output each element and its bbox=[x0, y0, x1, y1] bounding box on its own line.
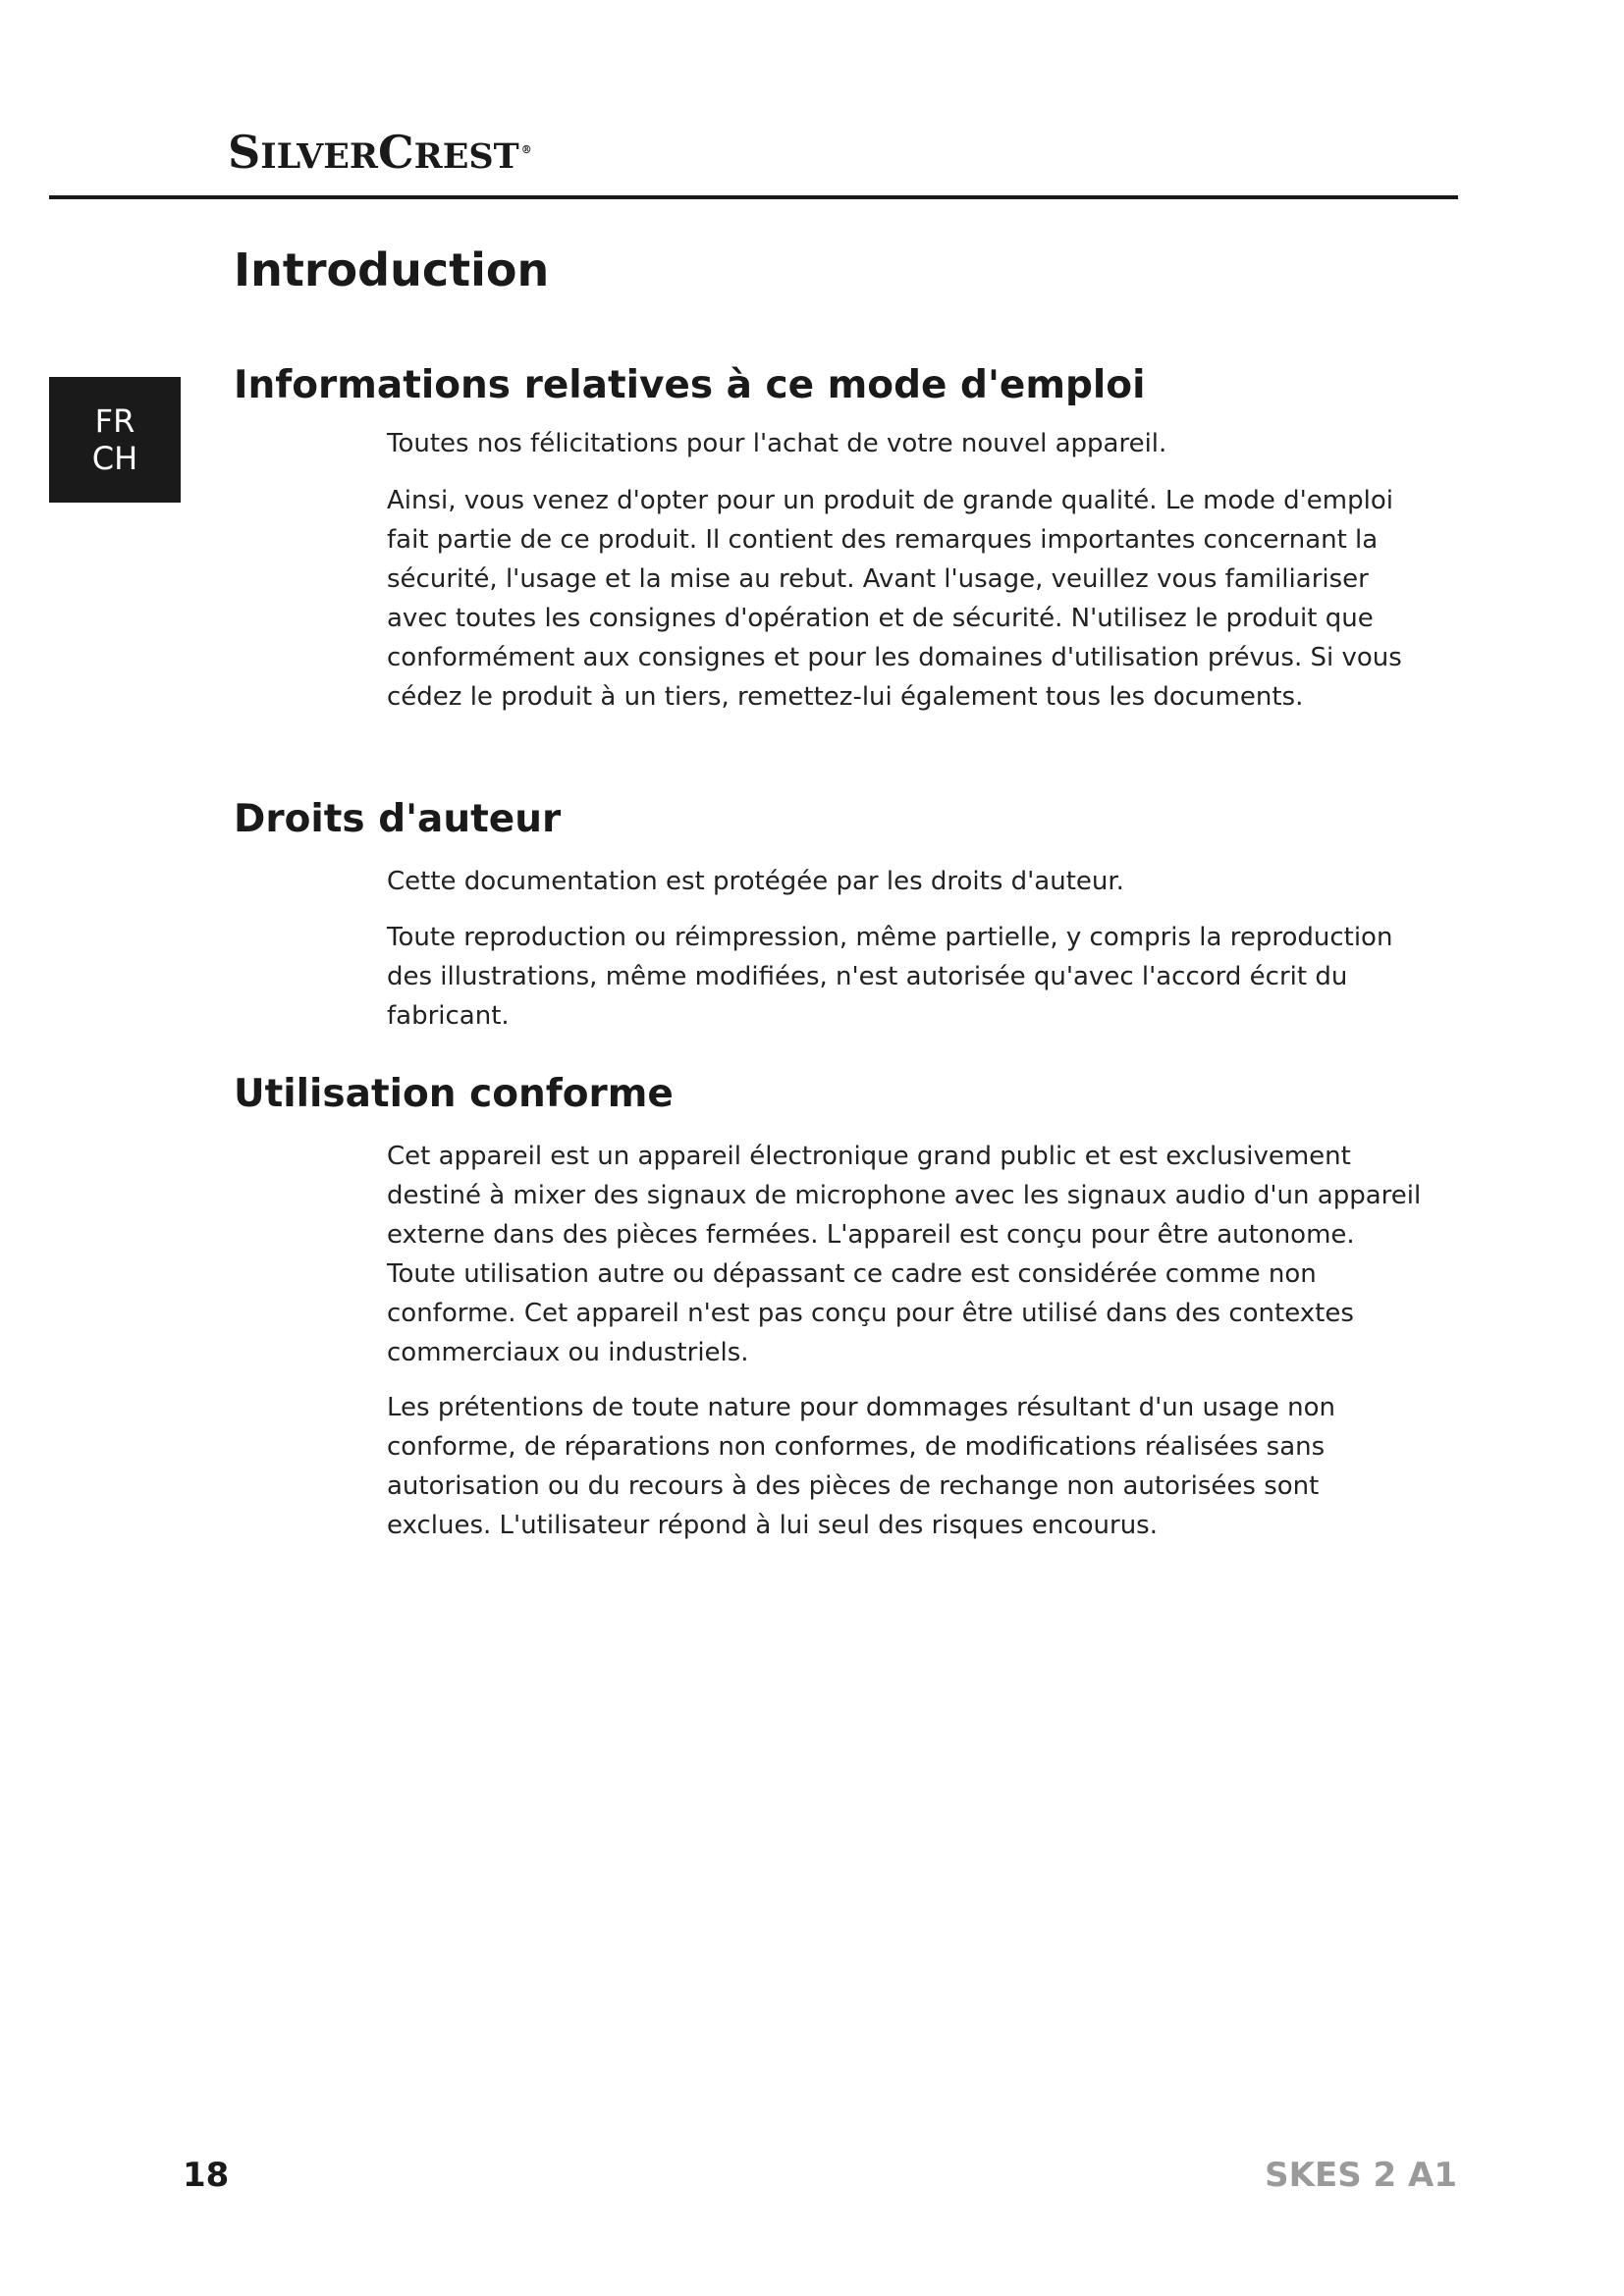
paragraph: Cet appareil est un appareil électronique grand public et est exclusivement destiné à mixer des signaux de microphone avec les signaux audio d'un appareil externe dans des pièces fermées. L'appareil est conçu pour être autonome. Toute utilisation autre ou dépassant ce cadre est considérée comme non conforme. Cet appareil n'est pas conçu pour être utilisé dans des contextes commerciaux ou industriels. bbox=[387, 1142, 1422, 1367]
page-number: 18 bbox=[183, 2156, 230, 2195]
header-divider bbox=[49, 195, 1458, 199]
language-code-ch: CH bbox=[91, 440, 138, 477]
brand-logo: SILVERCREST ® bbox=[228, 126, 532, 179]
model-number: SKES 2 A1 bbox=[1265, 2156, 1457, 2195]
paragraph: Cette documentation est protégée par les droits d'auteur. bbox=[387, 867, 1124, 896]
paragraph: Ainsi, vous venez d'opter pour un produit de grande qualité. Le mode d'emploi fait partie de ce produit. Il contient des remarques importantes concernant la sécurité, l'usage et la mise au rebut. Avant l'usage, veuillez vous familiariser avec toutes les consignes d'opération et de sécurité. N'utilisez le produit que conformément aux consignes et pour les domaines d'utilisation prévus. Si vous cédez le produit à un tiers, remettez-lui également tous les documents. bbox=[387, 486, 1402, 712]
language-tab bbox=[49, 377, 181, 503]
paragraph: Toutes nos félicitations pour l'achat de votre nouvel appareil. bbox=[387, 429, 1167, 458]
page-title: Introduction bbox=[234, 243, 550, 296]
language-code-fr: FR bbox=[94, 402, 135, 440]
section-heading-utilisation: Utilisation conforme bbox=[234, 1072, 674, 1116]
paragraph: Toute reproduction ou réimpression, même partielle, y compris la reproduction des illustrations, même modifiées, n'est autorisée qu'avec l'accord écrit du fabricant. bbox=[387, 923, 1393, 1031]
paragraph: Les prétentions de toute nature pour dommages résultant d'un usage non conforme, de réparations non conformes, de modifications réalisées sans autorisation ou du recours à des pièces de rechange non autorisées sont exclues. L'utilisateur répond à lui seul des risques encourus. bbox=[387, 1393, 1336, 1540]
section-heading-droits: Droits d'auteur bbox=[234, 797, 562, 841]
section-heading-informations: Informations relatives à ce mode d'emploi bbox=[234, 363, 1146, 407]
